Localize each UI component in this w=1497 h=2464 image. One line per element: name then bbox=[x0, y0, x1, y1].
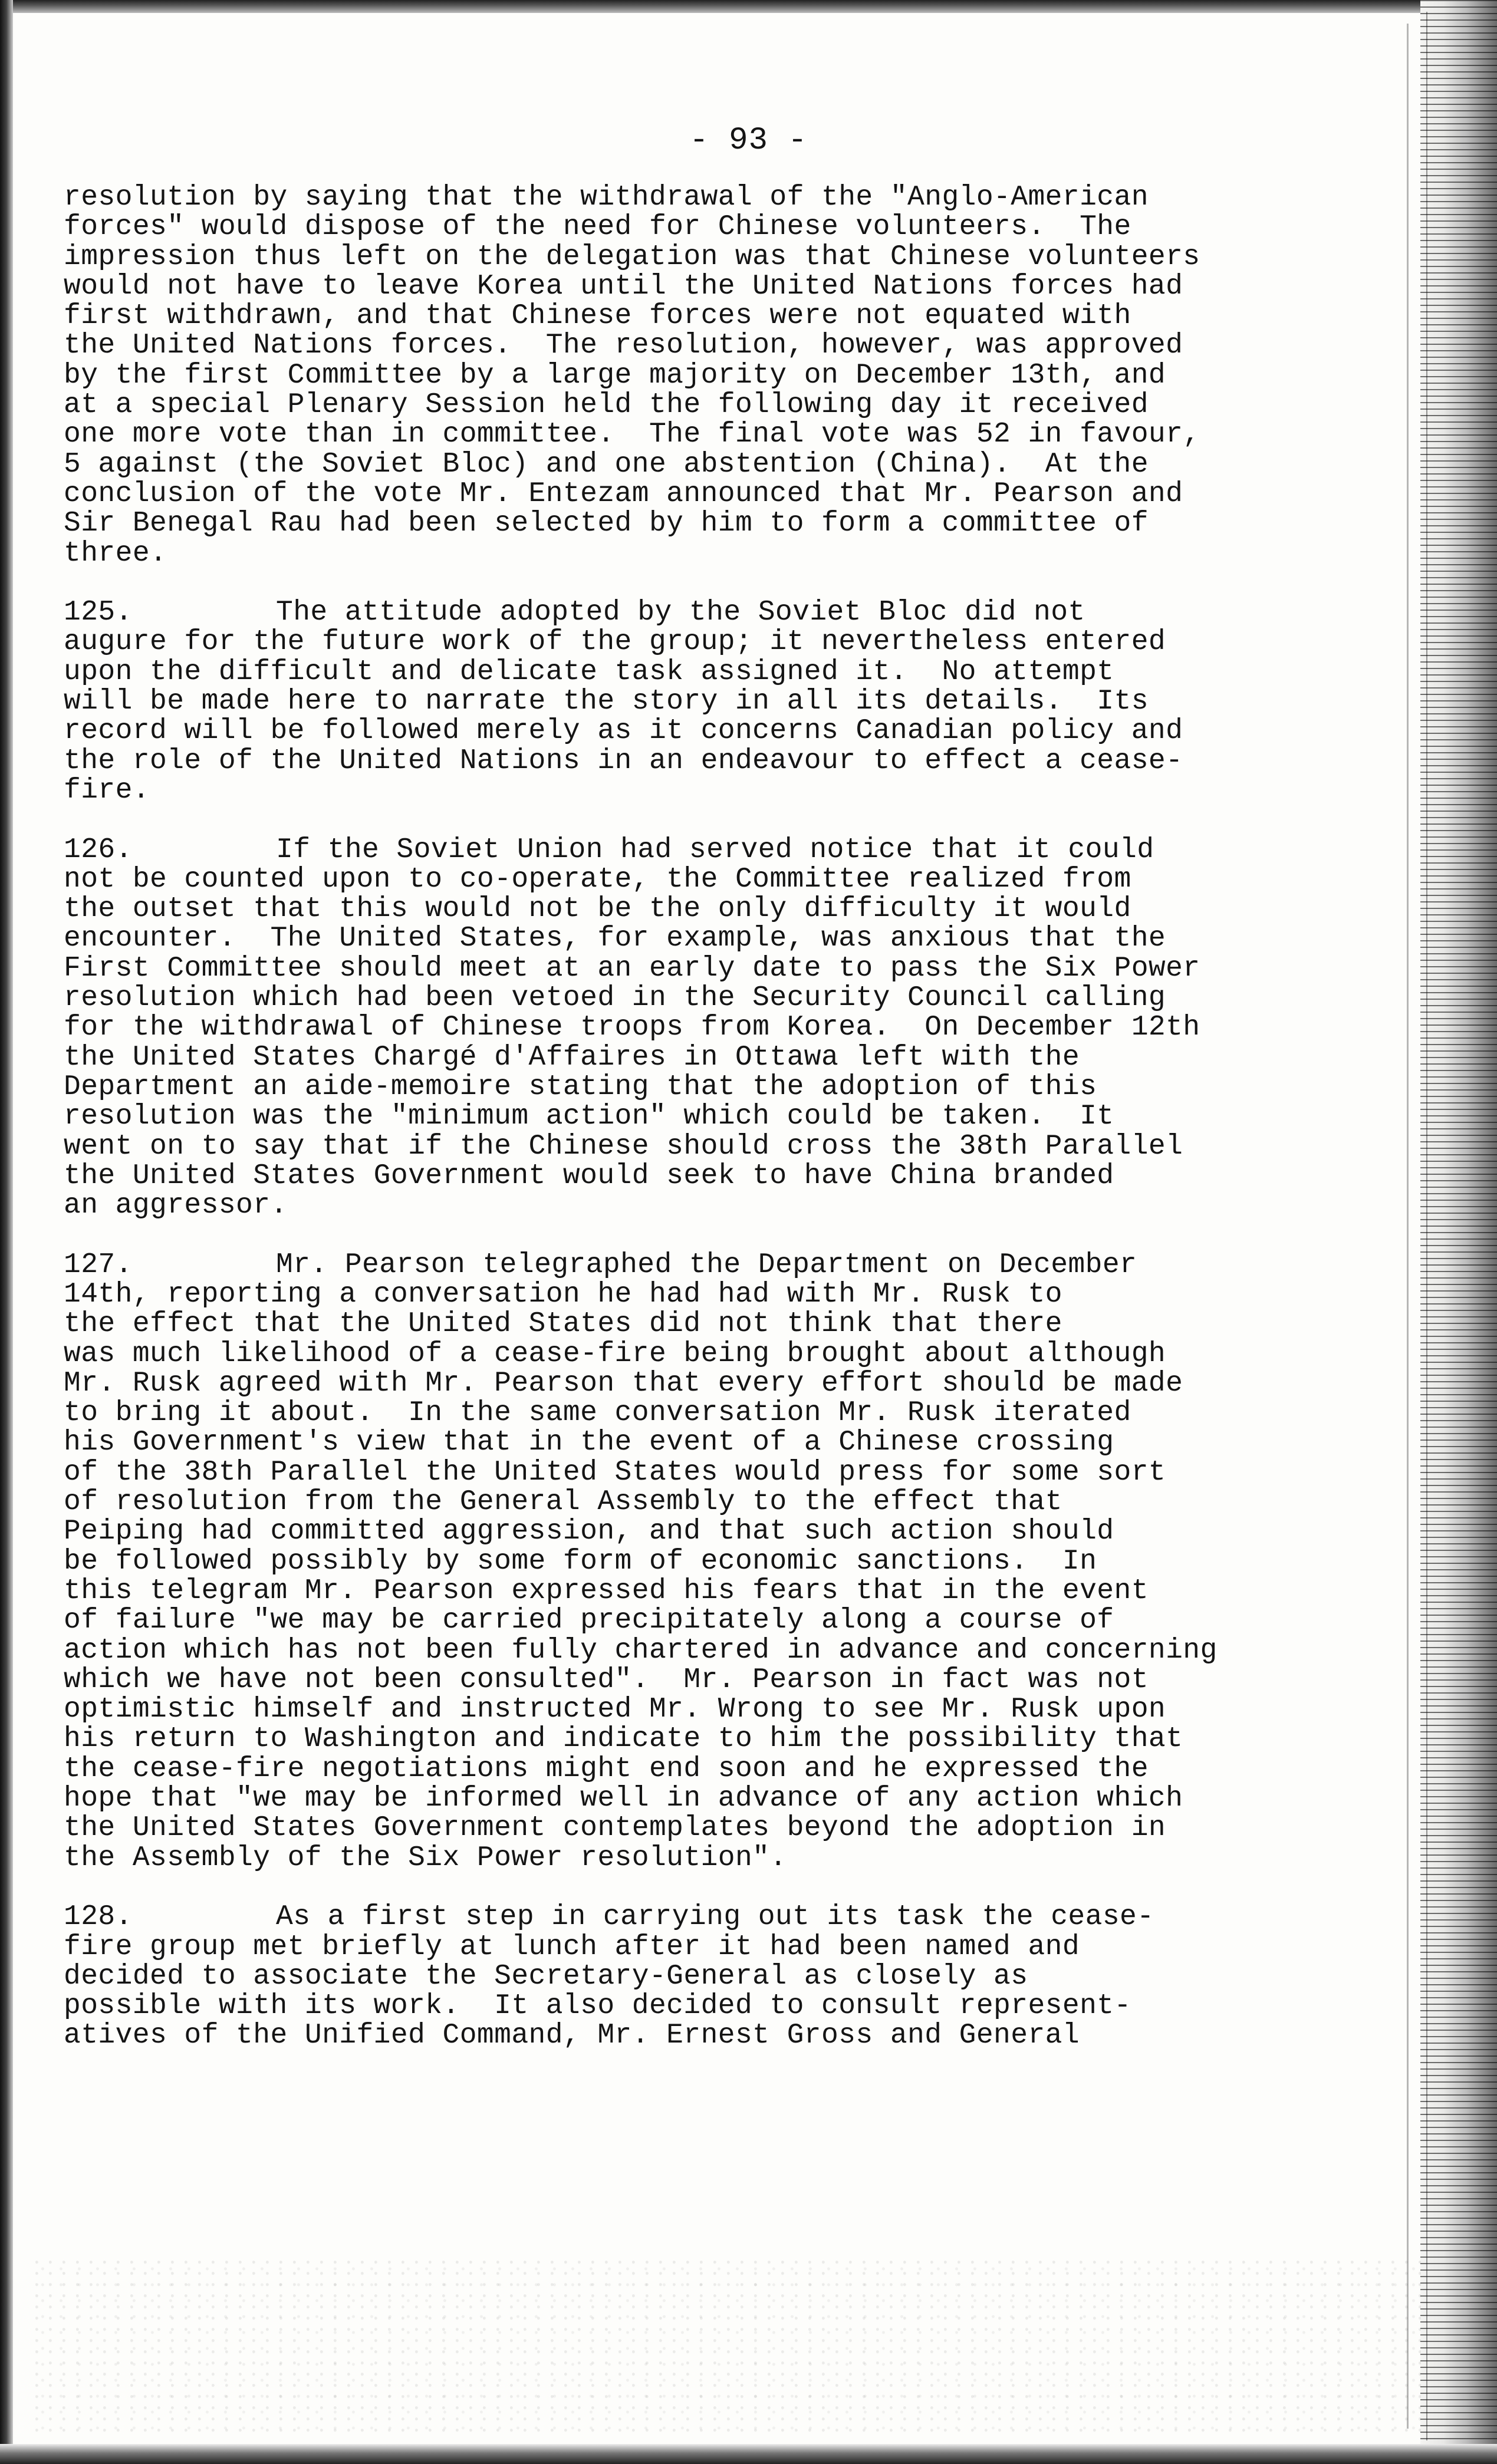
paragraph-128 bbox=[64, 1902, 1272, 2050]
paragraph-number: 127. bbox=[64, 1249, 133, 1281]
text-line: be followed possibly by some form of economic sanctions. In bbox=[64, 1545, 1097, 1577]
text-line: impression thus left on the delegation was that Chinese volunteers bbox=[64, 241, 1200, 273]
text-line: Department an aide-memoire stating that the adoption of this bbox=[64, 1070, 1097, 1103]
paragraph-number: 126. bbox=[64, 834, 133, 866]
page-fold-line-outer bbox=[1426, 12, 1427, 2440]
text-line: resolution was the "minimum action" which could be taken. It bbox=[64, 1101, 1114, 1133]
text-line: optimistic himself and instructed Mr. Wrong to see Mr. Rusk upon bbox=[64, 1694, 1166, 1726]
text-line: would not have to leave Korea until the United Nations forces had bbox=[64, 270, 1183, 302]
text-line: record will be followed merely as it concerns Canadian policy and bbox=[64, 715, 1183, 747]
document-body bbox=[64, 183, 1272, 2051]
text-line: of the 38th Parallel the United States would press for some sort bbox=[64, 1456, 1166, 1488]
text-line: the role of the United Nations in an endeavour to effect a cease- bbox=[64, 745, 1183, 777]
binding-edge-right bbox=[1420, 0, 1497, 2464]
text-line: to bring it about. In the same conversation Mr. Rusk iterated bbox=[64, 1397, 1131, 1429]
text-line: will be made here to narrate the story in all its details. Its bbox=[64, 686, 1149, 718]
scan-edge-left bbox=[0, 0, 13, 2464]
text-line: conclusion of the vote Mr. Entezam announced that Mr. Pearson and bbox=[64, 477, 1183, 510]
text-line: the Assembly of the Six Power resolution". bbox=[64, 1842, 787, 1874]
text-line: augure for the future work of the group; it nevertheless entered bbox=[64, 626, 1166, 658]
text-line: decided to associate the Secretary-General as closely as bbox=[64, 1960, 1028, 1992]
text-line: the United Nations forces. The resolution, however, was approved bbox=[64, 330, 1183, 362]
text-line: the outset that this would not be the only difficulty it would bbox=[64, 893, 1131, 925]
text-line: this telegram Mr. Pearson expressed his fears that in the event bbox=[64, 1574, 1149, 1607]
page-number: - 93 - bbox=[689, 123, 808, 159]
text-line: was much likelihood of a cease-fire being brought about although bbox=[64, 1338, 1166, 1370]
text-line: forces" would dispose of the need for Chinese volunteers. The bbox=[64, 211, 1131, 243]
text-line: the cease-fire negotiations might end soon and he expressed the bbox=[64, 1753, 1149, 1785]
text-line: three. bbox=[64, 537, 167, 569]
text-line: resolution by saying that the withdrawal of the "Anglo-American bbox=[64, 182, 1149, 213]
text-line: fire group met briefly at lunch after it had been named and bbox=[64, 1931, 1080, 1963]
text-line: went on to say that if the Chinese should cross the 38th Parallel bbox=[64, 1130, 1183, 1162]
paragraph-number: 125. bbox=[64, 597, 133, 629]
text-line: the United States Government contemplates beyond the adoption in bbox=[64, 1812, 1166, 1844]
text-line: Peiping had committed aggression, and that such action should bbox=[64, 1516, 1114, 1548]
text-line: which we have not been consulted". Mr. Pearson in fact was not bbox=[64, 1663, 1149, 1696]
text-line: atives of the Unified Command, Mr. Ernest Gross and General bbox=[64, 2020, 1080, 2052]
text-line: Mr. Rusk agreed with Mr. Pearson that every effort should be made bbox=[64, 1367, 1183, 1399]
scan-noise bbox=[35, 2258, 1421, 2435]
text-line: by the first Committee by a large majority on December 13th, and bbox=[64, 359, 1166, 391]
text-line: of resolution from the General Assembly to the effect that bbox=[64, 1486, 1062, 1518]
text-line: the United States Government would seek to have China branded bbox=[64, 1159, 1114, 1192]
text-line: the United States Chargé d'Affaires in Ottawa left with the bbox=[64, 1041, 1080, 1073]
scan-edge-bottom bbox=[0, 2444, 1497, 2464]
text-line: his Government's view that in the event of a Chinese crossing bbox=[64, 1427, 1114, 1459]
paragraph-126 bbox=[64, 835, 1272, 1221]
text-line: The attitude adopted by the Soviet Bloc did not bbox=[276, 597, 1085, 629]
text-line: possible with its work. It also decided to consult represent- bbox=[64, 1990, 1131, 2022]
text-line: Mr. Pearson telegraphed the Department on December bbox=[276, 1249, 1137, 1281]
text-line: of failure "we may be carried precipitately along a course of bbox=[64, 1605, 1114, 1637]
text-line: encounter. The United States, for example, was anxious that the bbox=[64, 923, 1166, 955]
page-fold-line bbox=[1407, 24, 1409, 2429]
text-line: hope that "we may be informed well in advance of any action which bbox=[64, 1783, 1183, 1815]
text-line: As a first step in carrying out its task the cease- bbox=[276, 1901, 1154, 1933]
text-line: an aggressor. bbox=[64, 1190, 288, 1222]
text-line: his return to Washington and indicate to him the possibility that bbox=[64, 1723, 1183, 1755]
text-line: resolution which had been vetoed in the Security Council calling bbox=[64, 982, 1166, 1014]
paragraph-number: 128. bbox=[64, 1901, 133, 1933]
text-line: first withdrawn, and that Chinese forces were not equated with bbox=[64, 300, 1131, 332]
scan-edge-top bbox=[0, 0, 1497, 13]
text-line: Sir Benegal Rau had been selected by him to form a committee of bbox=[64, 508, 1149, 540]
paragraph-127 bbox=[64, 1250, 1272, 1873]
paragraph-125 bbox=[64, 598, 1272, 805]
text-line: for the withdrawal of Chinese troops from Korea. On December 12th bbox=[64, 1012, 1200, 1044]
text-line: 5 against (the Soviet Bloc) and one abstention (China). At the bbox=[64, 448, 1149, 480]
paragraph-continuation bbox=[64, 183, 1272, 568]
text-line: First Committee should meet at an early date to pass the Six Power bbox=[64, 952, 1200, 984]
text-line: fire. bbox=[64, 774, 150, 806]
text-line: action which has not been fully chartered in advance and concerning bbox=[64, 1634, 1218, 1666]
text-line: not be counted upon to co-operate, the Committee realized from bbox=[64, 863, 1131, 895]
text-line: upon the difficult and delicate task assigned it. No attempt bbox=[64, 655, 1114, 688]
text-line: If the Soviet Union had served notice that it could bbox=[276, 834, 1154, 866]
text-line: one more vote than in committee. The final vote was 52 in favour, bbox=[64, 419, 1200, 451]
text-line: the effect that the United States did not think that there bbox=[64, 1308, 1062, 1340]
text-line: 14th, reporting a conversation he had had with Mr. Rusk to bbox=[64, 1278, 1062, 1310]
text-line: at a special Plenary Session held the following day it received bbox=[64, 389, 1149, 421]
